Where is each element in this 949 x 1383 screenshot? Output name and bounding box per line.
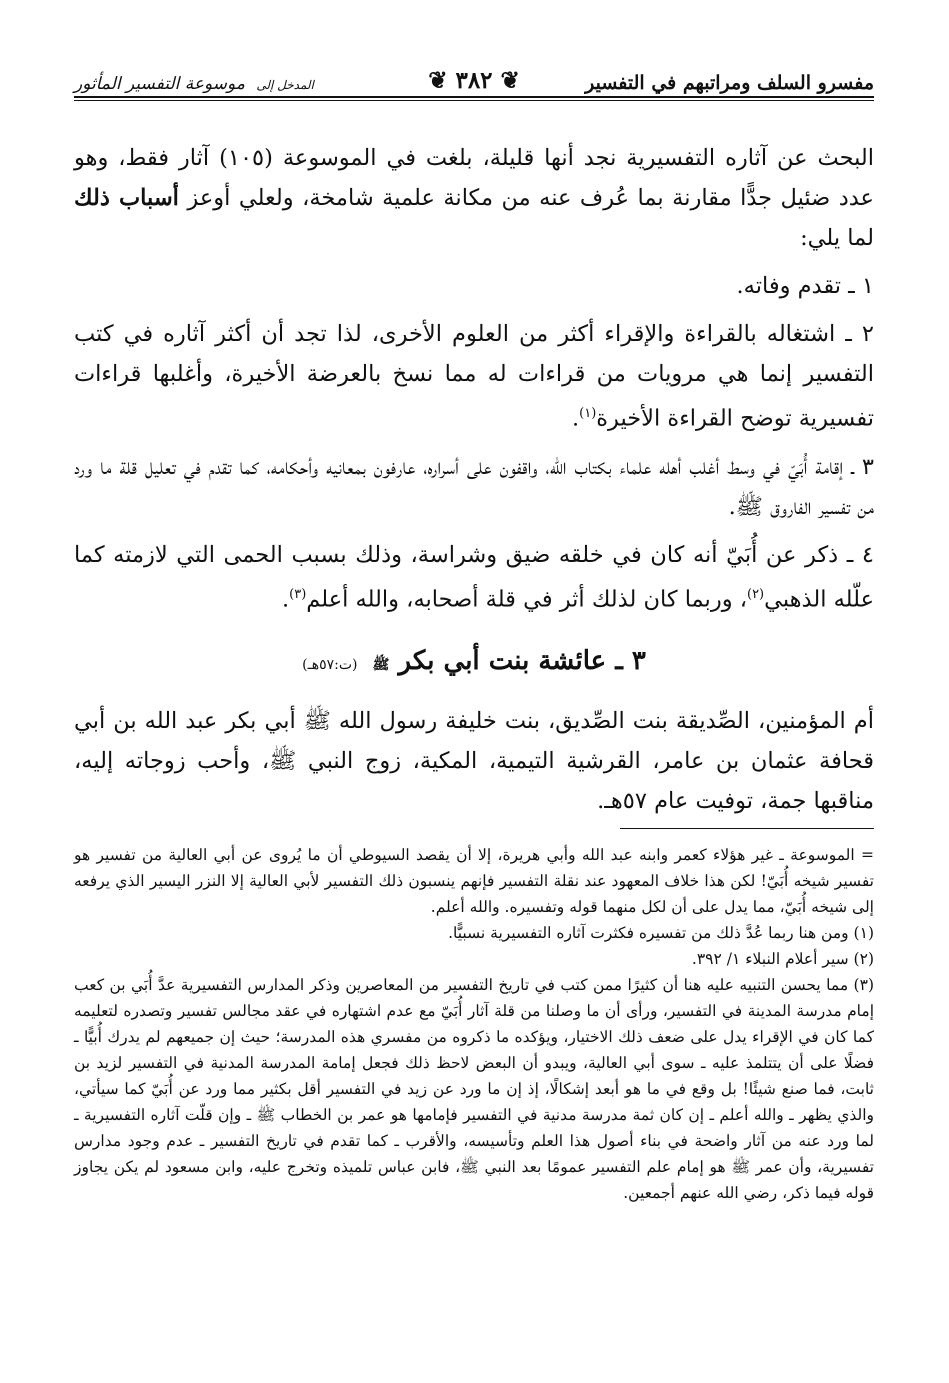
page-number-ornament-right: ❦ <box>492 67 520 94</box>
list-item-4-text-b: ، وربما كان لذلك أثر في قلة أصحابه، والله أعلم <box>306 586 747 612</box>
book-intro: المدخل إلى <box>256 78 314 92</box>
running-title: مفسرو السلف ومراتبهم في التفسير <box>585 72 874 94</box>
biography-paragraph: أم المؤمنين، الصِّديقة بنت الصِّديق، بنت خليفة رسول الله ﷺ أبي بكر عبد الله بن أبي قحافة عثمان بن عامر، القرشية التيمية، المكية، زوج النبي ﷺ، وأحب زوجاته إليه، مناقبها جمة، توفيت عام ٥٧هـ. <box>74 708 874 814</box>
page-number <box>428 67 520 94</box>
list-item-2-end: . <box>571 405 580 432</box>
footnote-ref-2[interactable]: (٢) <box>746 586 765 602</box>
list-item-2-text: ٢ ـ اشتغاله بالقراءة والإقراء أكثر من العلوم الأخرى، لذا تجد أن أكثر آثاره في كتب التفسير إنما هي مرويات من قراءات له مما نسخ بالعرضة الأخيرة، وأغلبها قراءات تفسيرية توضح القراءة الأخيرة <box>74 321 874 432</box>
list-item-4 <box>74 535 874 620</box>
footnote-2: (٢) سير أعلام النبلاء ١/ ٣٩٢. <box>691 950 874 968</box>
list-item-2 <box>74 314 874 439</box>
list-item-4-end: . <box>282 586 290 612</box>
paragraph-end: لما يلي: <box>800 225 874 251</box>
paragraph-text: البحث عن آثاره التفسيرية نجد أنها قليلة، بلغت في الموسوعة (١٠٥) آثار فقط، وهو عدد ضئيل جدًّا مقارنة بما عُرف عنه من مكانة علمية شامخة، ولعلي أوعز <box>74 145 874 211</box>
section-heading <box>74 641 874 685</box>
death-date: (ت:٥٧هـ) <box>302 657 358 673</box>
footnote-continued: = الموسوعة ـ غير هؤلاء كعمر وابنه عبد الله وأبي هريرة، إلا أن يقصد السيوطي أن ما يُروى عن أبي العالية من تفسير هو تفسير شيخه أُبَيّ! لكن هذا خلاف المعهود عند نقلة التفسير فإنهم ينسبون ذلك التفسير لأبي العالية إلا النزر اليسير الذي يرفعه إلى شيخه أُبَيّ، مما يدل على أن لكل منهما قوله وتفسيره. والله أعلم. <box>74 846 874 916</box>
bold-phrase: أسباب ذلك <box>74 185 179 211</box>
list-item-1: ١ ـ تقدم وفاته. <box>736 273 874 299</box>
header-rule <box>74 96 874 101</box>
page-number-ornament-left: ❦ <box>428 67 456 94</box>
footnote-ref-1[interactable]: (١) <box>579 406 597 421</box>
section-title: ٣ ـ عائشة بنت أبي بكر <box>398 646 646 676</box>
footnotes <box>74 842 874 1206</box>
honorific-mark: ﷺ <box>372 657 390 673</box>
page-number-row <box>74 62 874 94</box>
book-title: موسوعة التفسير المأثور <box>74 74 245 94</box>
list-item-4-text-a: ٤ ـ ذكر عن أُبَيّ أنه كان في خلقه ضيق وشراسة، وذلك بسبب الحمى التي لازمته كما علّله الذهبي <box>74 541 874 612</box>
footnote-1: (١) ومن هنا ربما عُدَّ ذلك من تفسيره فكثرت آثاره التفسيرية نسبيًّا. <box>448 924 874 942</box>
footnote-rule <box>620 828 874 829</box>
footnote-ref-3[interactable]: (٣) <box>289 586 307 602</box>
paragraph-intro <box>74 138 874 258</box>
page-number-value: ٣٨٢ <box>455 67 493 94</box>
footnote-3: (٣) مما يحسن التنبيه عليه هنا أن كثيرًا ممن كتب في تاريخ التفسير من المعاصرين وذكر المدارس التفسيرية عدَّ أُبَي بن كعب إمام مدرسة المدينة في التفسير، ورأى أن ما وصلنا من قلة آثار أُبَيّ مع عدم اشتهاره في عقد مجالس تفسير وتصدره لتعليمه كما كان في الإقراء يدل على ضعف ذلك الاختيار، ويؤكده ما ذكروه من مفسري هذه المدرسة؛ حيث إن جميعهم لم يدرك أُبيًّا ـ فضلًا على أن يتتلمذ عليه ـ سوى أبي العالية، ويبدو أن البعض لاحظ ذلك فجعل إمامة المدرسة المدنية في التفسير لزيد بن ثابت، فما صنع شيئًا! بل وقع في ما هو أبعد إشكالًا، إذ إن ما ورد عن زيد في التفسير أقل بكثير مما ورد عن أُبَيّ كما سيأتي، والذي يظهر ـ والله أعلم ـ إن كان ثمة مدرسة مدنية في التفسير فإمامها هو عمر بن الخطاب ﷺ ـ وإن قلّت آثاره التفسيرية ـ لما ورد عنه من آثار واضحة في بناء أصول هذا العلم وتأسيسه، والأقرب ـ كما تقدم في تاريخ التفسير ـ عدم وجود مدارس تفسيرية، وأن عمر ﷺ هو إمام علم التفسير عمومًا بعد النبي ﷺ، فابن عباس تلميذه وتخرج عليه، وابن مسعود لم يكن يجاوز قوله فيما ذكر، رضي الله عنهم أجمعين. <box>74 976 874 1202</box>
list-item-3: ٣ ـ إقامة أُبَيّ في وسط أغلب أهله علماء بكتاب الله، واقفون على أسراره، عارفون بمعانيه وأحكامه، كما تقدم في تعليل قلة ما ورد من تفسير الفاروق ﷺ. <box>74 453 874 520</box>
main-text <box>74 138 874 829</box>
